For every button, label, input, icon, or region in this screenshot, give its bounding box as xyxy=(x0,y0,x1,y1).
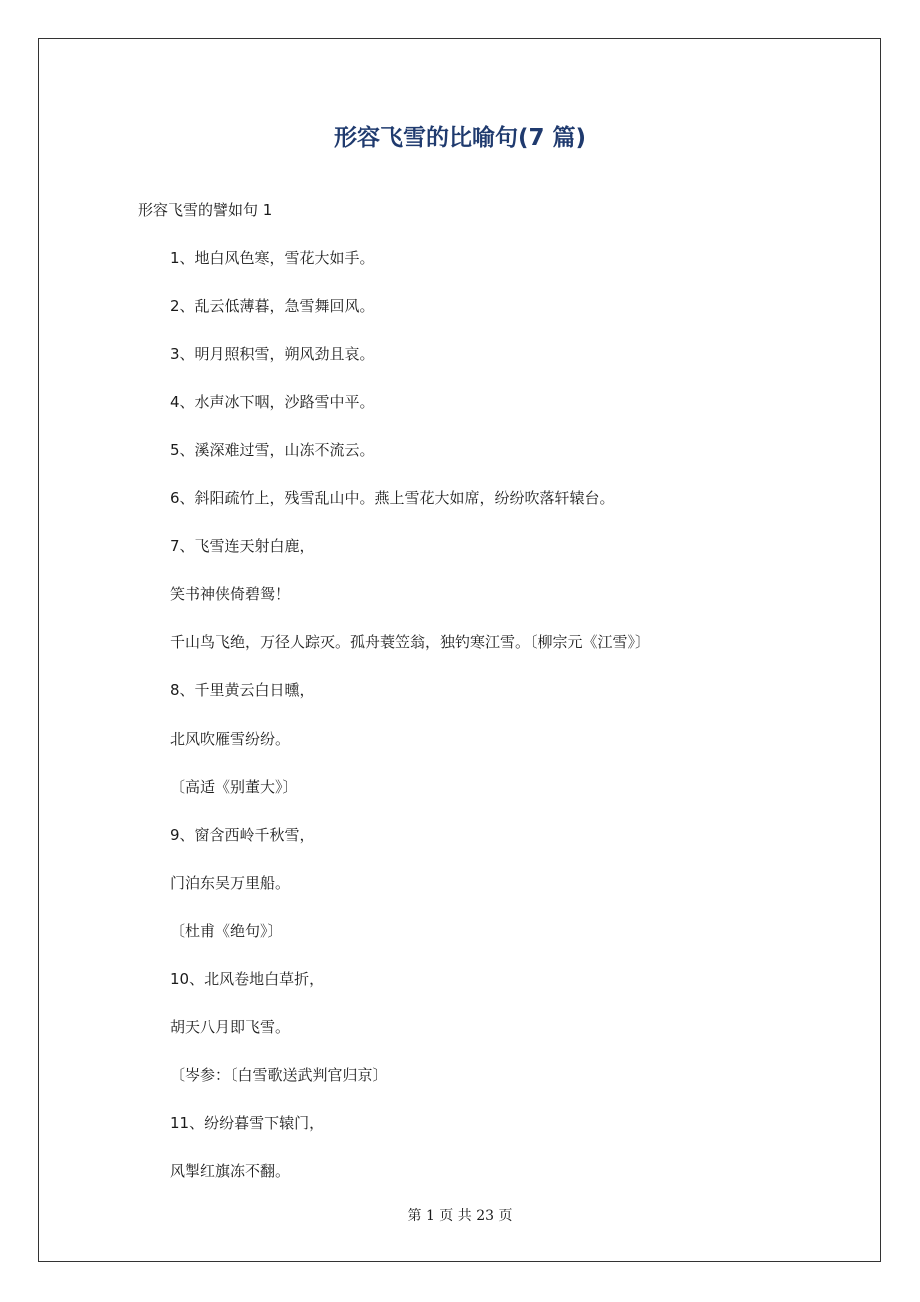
text-line: 3、明月照积雪，朔风劲且哀。 xyxy=(170,345,375,363)
text-line: 北风吹雁雪纷纷。 xyxy=(170,730,291,748)
text-line: 4、水声冰下咽，沙路雪中平。 xyxy=(170,393,375,411)
text-line: 11、纷纷暮雪下辕门， xyxy=(170,1114,325,1132)
text-line: 1、地白风色寒，雪花大如手。 xyxy=(170,249,375,267)
text-line: 胡天八月即飞雪。 xyxy=(170,1018,291,1036)
text-line: 〔高适《别董大》〕 xyxy=(170,778,298,796)
text-line: 7、飞雪连天射白鹿， xyxy=(170,537,315,555)
text-line: 笑书神侠倚碧鸳！ xyxy=(170,585,291,603)
section-heading: 形容飞雪的譬如句 1 xyxy=(138,201,273,219)
text-line: 9、窗含西岭千秋雪， xyxy=(170,826,315,844)
text-line: 2、乱云低薄暮，急雪舞回风。 xyxy=(170,297,375,315)
text-line: 风掣红旗冻不翻。 xyxy=(170,1162,291,1180)
text-line: 〔岑参：〔白雪歌送武判官归京〕 xyxy=(170,1066,388,1084)
text-line: 10、北风卷地白草折， xyxy=(170,970,325,988)
text-line: 6、斜阳疏竹上，残雪乱山中。燕上雪花大如席，纷纷吹落轩辕台。 xyxy=(170,489,615,507)
text-line: 〔杜甫《绝句》〕 xyxy=(170,922,283,940)
text-line: 8、千里黄云白日曛， xyxy=(170,681,315,699)
text-line: 5、溪深难过雪，山冻不流云。 xyxy=(170,441,375,459)
text-line: 千山鸟飞绝，万径人踪灭。孤舟蓑笠翁，独钓寒江雪。〔柳宗元《江雪》〕 xyxy=(170,633,651,651)
text-line: 门泊东吴万里船。 xyxy=(170,874,291,892)
page-number-footer: 第 1 页 共 23 页 xyxy=(407,1208,513,1224)
document-title: 形容飞雪的比喻句(7 篇) xyxy=(333,125,587,151)
